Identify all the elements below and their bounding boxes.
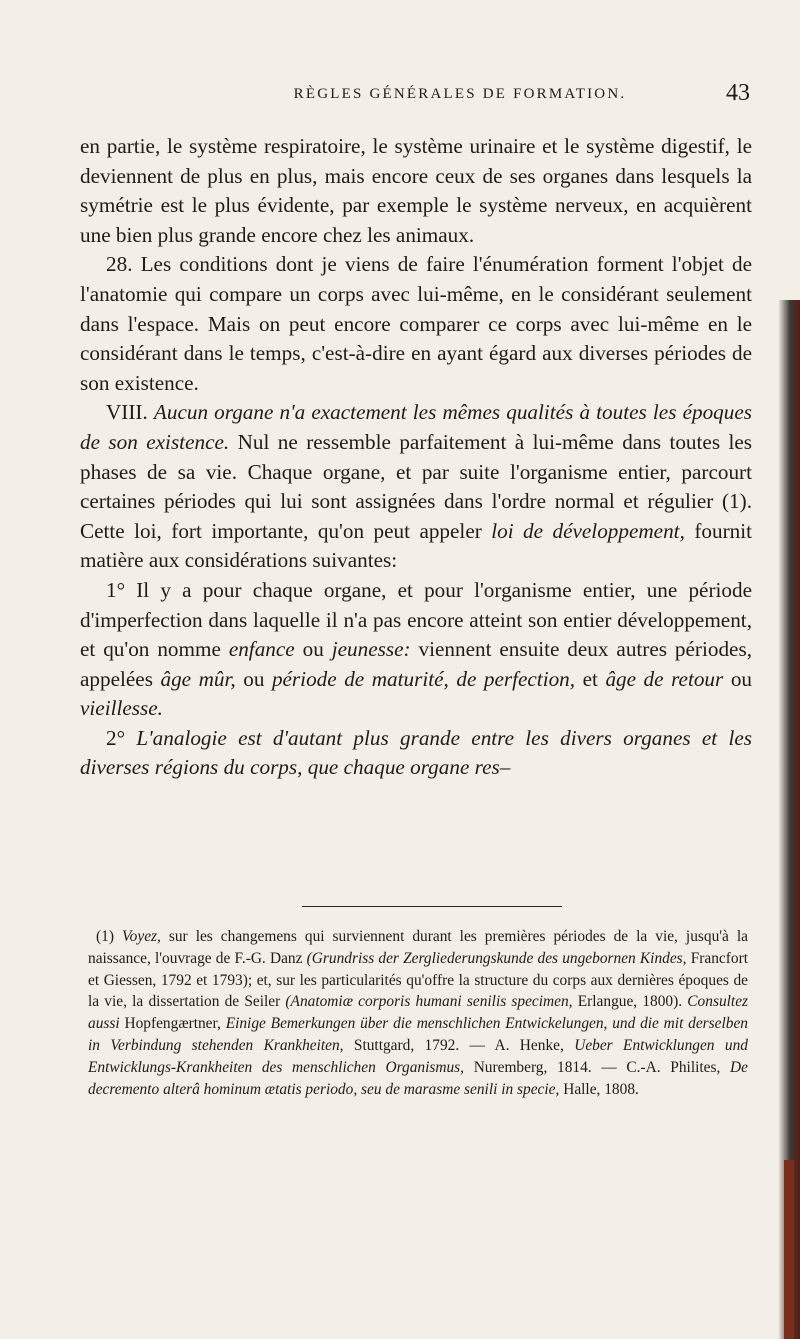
book-cover-edge xyxy=(784,1160,794,1339)
running-title: RÈGLES GÉNÉRALES DE FORMATION. xyxy=(293,86,627,102)
paragraph-point-2: 2° L'analogie est d'autant plus grande entre les divers organes et les diverses régions du corps, que chaque organe res– xyxy=(80,725,752,780)
law-name: loi de développement, xyxy=(491,518,685,543)
footnote-text: (1) Voyez, sur les changemens qui surviennent durant les premières périodes de la vie, jusqu'à la naissance, l'ouvrage de F.-G. Danz (Grundriss der Zergliederungskunde des ungebornen Kindes, Francfort et Giessen, 1792 et 1793); et, sur les particularités qu'offre la structure du corps aux dernières époques de la vie, la dissertation de Seiler (Anatomiæ corporis humani senilis specimen, Erlangue, 1800). Consultez aussi Hopfengærtner, Einige Bemerkungen über die menschlichen Entwickelungen, und die mit derselben in Verbindung stehenden Krankheiten, Stuttgard, 1792. — A. Henke, Ueber Entwicklungen und Entwicklungs-Krankheiten des menschlichen Organismus, Nuremberg, 1814. — C.-A. Philites, De decremento alterâ hominum ætatis periodo, seu de marasme senili in specie, Halle, 1808. xyxy=(88,928,749,1098)
paragraph-rule-viii: VIII. Aucun organe n'a exactement les mêmes qualités à toutes les époques de son existence. Nul ne ressemble parfaitement à lui-même dans toutes les phases de sa vie. Chaque organe, et par suite l'organisme entier, parcourt certaines périodes qui lui sont assignées dans l'ordre normal et régulier (1). Cette loi, fort importante, qu'on peut appeler loi de développement, fournit matière aux considérations suivantes: xyxy=(80,400,753,573)
page-number: 43 xyxy=(726,80,750,106)
rule-number: VIII. xyxy=(106,400,148,425)
main-text xyxy=(80,132,752,783)
running-header xyxy=(200,80,750,106)
paragraph-28: 28. Les conditions dont je viens de faire l'énumération forment l'objet de l'anatomie qui compare un corps avec lui-même, en le considérant seulement dans l'espace. Mais on peut encore comparer ce corps avec lui-même en le considérant dans le temps, c'est-à-dire en ayant égard aux diverses périodes de son existence. xyxy=(80,252,752,395)
footnote-separator xyxy=(302,906,562,907)
paragraph-continuation: en partie, le système respiratoire, le système urinaire et le système digestif, le deviennent de plus en plus, mais encore ceux de ses organes dans lesquels la symétrie est le plus évidente, par exemple le système nerveux, en acquièrent une bien plus grande encore chez les animaux. xyxy=(80,134,752,247)
paragraph-point-1: 1° Il y a pour chaque organe, et pour l'organisme entier, une période d'imperfection dans laquelle il n'a pas encore atteint son entier développement, et qu'on nomme enfance ou jeunesse: viennent ensuite deux autres périodes, appelées âge mûr, ou période de maturité, de perfection, et âge de retour ou vieillesse. xyxy=(80,577,752,721)
rule-statement: Aucun organe n'a exactement les mêmes qualités à toutes les époques de son existence. xyxy=(80,400,752,454)
footnote-mark: (1) xyxy=(96,928,114,945)
footnote xyxy=(88,926,748,1100)
